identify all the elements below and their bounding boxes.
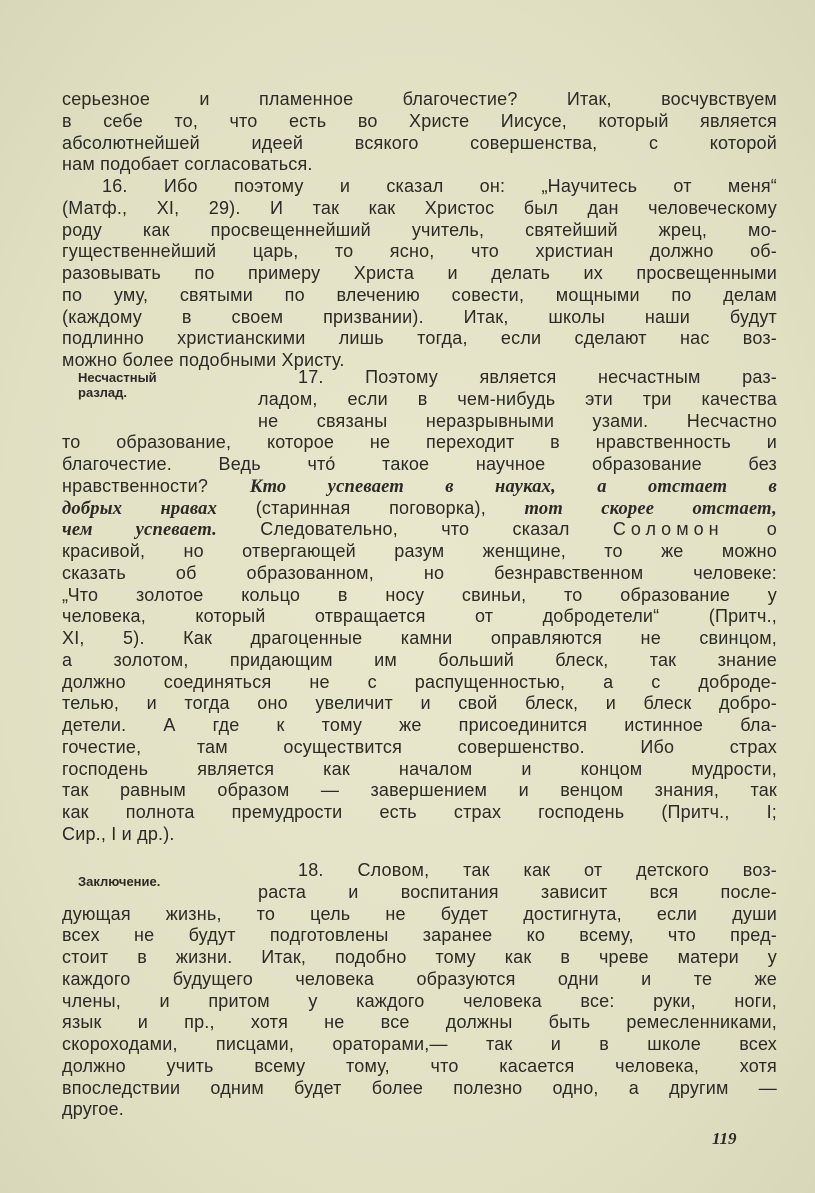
text-run: должно учить всему тому, что касается человека, хотя [62, 1055, 777, 1076]
text-line [62, 823, 777, 845]
text-run: Соломон [612, 519, 724, 540]
text-line [62, 262, 777, 284]
text-run: Следовательно, что сказал [216, 519, 613, 540]
text-run: не связаны неразрывными узами. Несчастно [258, 410, 777, 431]
text-line [62, 779, 777, 801]
text-run: нам подобает согласоваться. [62, 154, 313, 175]
text-line [62, 219, 777, 241]
text-run: Сир., I и др.). [62, 823, 175, 844]
text-run: скороходами, писцами, ораторами,— так и в школе всех [62, 1034, 777, 1054]
text-run: члены, и притом у каждого человека все: руки, ноги, [62, 990, 777, 1011]
text-run: так равным образом — завершением и венцом знания, так [62, 780, 777, 801]
text-run: стоит в жизни. Итак, подобно тому как в чреве матери у [62, 947, 777, 967]
italic-text: Кто успевает в науках, а отстает в [249, 476, 777, 497]
text-run: нравственности? [62, 475, 250, 496]
text-line [62, 197, 777, 219]
text-line [62, 132, 777, 154]
text-line [62, 924, 777, 946]
text-run: (старинная поговорка), [217, 497, 525, 518]
text-run: о [723, 519, 778, 540]
text-run: XI, 5). Как драгоценные камни оправляются не свинцом, [62, 628, 777, 648]
text-line [62, 475, 777, 497]
text-run: ладом, если в чем-нибудь эти три качества [258, 388, 777, 409]
page-number: 119 [712, 1129, 737, 1148]
text-line [258, 388, 777, 410]
text-line [62, 453, 777, 475]
text-line [62, 758, 777, 780]
text-line [62, 284, 777, 306]
text-line [62, 1011, 777, 1033]
text-run: 16. Ибо поэтому и сказал он: „Научитесь от меня“ [102, 176, 777, 196]
text-run: 17. Поэтому является несчастным раз- [298, 367, 777, 387]
text-line [62, 1098, 777, 1120]
text-line [62, 801, 777, 823]
text-line [62, 240, 777, 262]
text-run: по уму, святыми по влечению совести, мощными по делам [62, 284, 777, 305]
text-run: каждого будущего человека образуются одни и те же [62, 968, 777, 989]
text-run: господень является как началом и концом мудрости, [62, 758, 777, 779]
text-run: (каждому в своем призвании). Итак, школы наши будут [62, 306, 777, 327]
text-run: красивой, но отвергающей разум женщине, то же можно [62, 541, 777, 561]
text-run: язык и пр., хотя не все должны быть ремесленниками, [62, 1012, 777, 1033]
text-run: а золотом, придающим им больший блеск, так знание [62, 649, 777, 670]
text-line [62, 327, 777, 349]
text-line [258, 881, 777, 903]
text-line [62, 584, 777, 606]
text-run: дующая жизнь, то цель не будет достигнута, если души [62, 903, 777, 924]
italic-text: добрых нравах [62, 498, 218, 519]
margin-note [78, 874, 160, 889]
text-line [62, 903, 777, 925]
text-line [62, 88, 777, 110]
italic-text: чем успевает. [62, 520, 217, 541]
text-line [62, 605, 777, 627]
text-line [62, 518, 777, 540]
text-run: подлинно христианскими лишь тогда, если сделают нас воз- [62, 328, 777, 349]
text-line [62, 110, 777, 132]
text-line [62, 1055, 777, 1077]
text-run: должно соединяться не с распущенностью, а с доброде- [62, 671, 777, 692]
text-line [258, 410, 777, 432]
text-run: абсолютнейшей идеей всякого совершенства, с которой [62, 132, 777, 153]
text-line [62, 497, 777, 519]
text-run: детели. А где к тому же присоединится истинное бла- [62, 715, 777, 735]
margin-note-line: Несчастный [78, 370, 157, 385]
text-line [298, 366, 777, 388]
text-line [62, 153, 777, 175]
margin-note [78, 370, 157, 400]
text-line [62, 968, 777, 990]
text-run: можно более подобными Христу. [62, 350, 345, 370]
text-run: впоследствии одним будет более полезно одно, а другим — [62, 1077, 777, 1098]
text-line [62, 736, 777, 758]
text-line [62, 671, 777, 693]
text-run: человека, который отвращается от добродетели“ (Притч., [62, 606, 777, 627]
text-run: то образование, которое не переходит в нравственность и [62, 432, 777, 453]
text-run: роду как просвещеннейший учитель, святейший жрец, мо- [62, 219, 777, 240]
text-run: в себе то, что есть во Христе Иисусе, который является [62, 110, 777, 131]
margin-note-line: Заключение. [78, 874, 161, 889]
text-run: (Матф., XI, 29). И так как Христос был дан человеческому [62, 197, 777, 218]
text-run: благочестие. Ведь что́ такое научное образование без [62, 454, 777, 474]
text-line [62, 946, 777, 968]
text-run: телью, и тогда оно увеличит и свой блеск, и блеск добро- [62, 693, 777, 714]
text-run: сказать об образованном, но безнравственном человеке: [62, 562, 777, 583]
text-run: всех не будут подготовлены заранее ко всему, что пред- [62, 925, 777, 946]
text-run: гущественнейший царь, то ясно, что христиан должно об- [62, 241, 777, 262]
text-line [62, 1033, 777, 1055]
text-run: разовывать по примеру Христа и делать их просвещенными [62, 263, 777, 283]
margin-note-line: разлад. [78, 385, 127, 400]
text-run: раста и воспитания зависит вся после- [258, 881, 777, 902]
text-line [62, 1077, 777, 1099]
italic-text: тот скорее отстает, [524, 498, 777, 519]
text-line [62, 649, 777, 671]
text-run: как полнота премудрости есть страх господень (Притч., I; [62, 802, 777, 822]
text-line [62, 540, 777, 562]
text-line [62, 306, 777, 328]
text-line [102, 175, 777, 197]
text-line [298, 859, 777, 881]
text-line [62, 431, 777, 453]
text-line [62, 627, 777, 649]
text-run: серьезное и пламенное благочестие? Итак, восчувствуем [62, 89, 777, 109]
text-line [62, 990, 777, 1012]
text-run: 18. Словом, так как от детского воз- [298, 860, 777, 880]
text-run: гочестие, там осуществится совершенство. Ибо страх [62, 736, 777, 757]
text-run: „Что золотое кольцо в носу свиньи, то образование у [62, 584, 777, 605]
text-line [62, 562, 777, 584]
text-line [62, 714, 777, 736]
text-run: другое. [62, 1099, 124, 1120]
text-line [62, 692, 777, 714]
